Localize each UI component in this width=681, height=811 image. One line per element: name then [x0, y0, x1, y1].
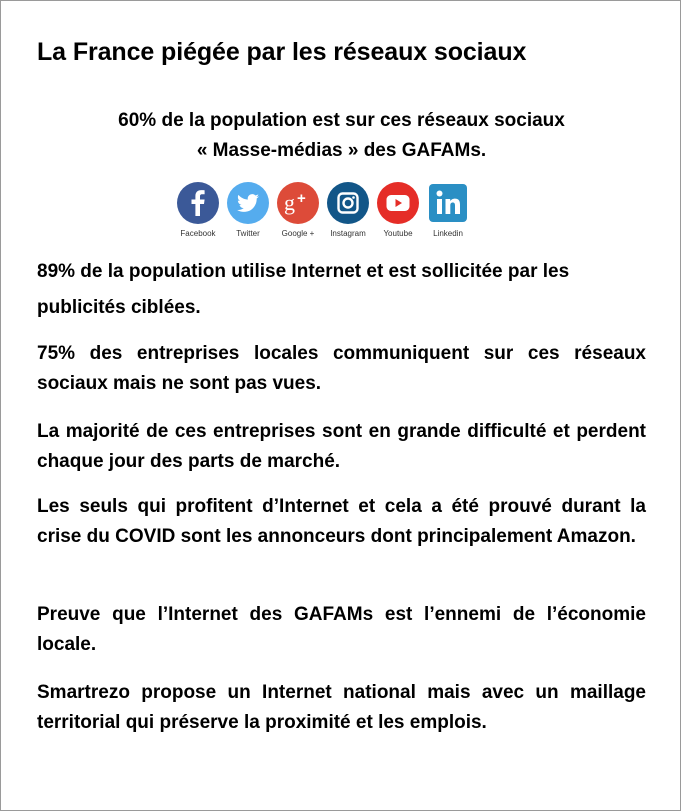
- paragraph-local-businesses: 75% des entreprises locales communiquent sur ces réseaux sociaux mais ne sont pas vues.: [37, 343, 646, 394]
- social-icons-row: [173, 181, 483, 243]
- social-item-google-plus: [273, 181, 323, 238]
- paragraph-smartrezo: Smartrezo propose un Internet national mais avec un maillage territorial qui préserve la proximité et les emplois.: [37, 682, 646, 733]
- linkedin-label: Linkedin: [433, 229, 463, 238]
- subtitle-line-1: 60% de la population est sur ces réseaux sociaux: [118, 110, 565, 131]
- subtitle-line-2: « Masse-médias » des GAFAMs.: [196, 140, 487, 161]
- page-title: La France piégée par les réseaux sociaux: [37, 38, 527, 66]
- facebook-label: Facebook: [180, 229, 216, 238]
- social-item-twitter: [223, 181, 273, 238]
- paragraph-business-difficulty: La majorité de ces entreprises sont en grande difficulté et perdent chaque jour des parts de marché.: [37, 421, 646, 472]
- svg-text:g: g: [284, 190, 295, 215]
- paragraph-internet-usage: 89% de la population utilise Internet et est sollicitée par les publicités ciblées.: [37, 261, 570, 318]
- instagram-label: Instagram: [330, 229, 366, 238]
- svg-text:+: +: [297, 190, 306, 207]
- linkedin-icon: [426, 181, 470, 225]
- instagram-icon: [326, 181, 370, 225]
- facebook-icon: [176, 181, 220, 225]
- paragraph-covid-advertisers: Les seuls qui profitent d’Internet et cela a été prouvé durant la crise du COVID sont les annonceurs dont principalement Amazon.: [37, 496, 646, 547]
- youtube-icon: [376, 181, 420, 225]
- twitter-label: Twitter: [236, 229, 260, 238]
- social-item-instagram: [323, 181, 373, 238]
- social-item-linkedin: [423, 181, 473, 238]
- google-plus-label: Google +: [281, 229, 315, 238]
- social-item-youtube: [373, 181, 423, 238]
- twitter-icon: [226, 181, 270, 225]
- youtube-label: Youtube: [383, 229, 413, 238]
- social-item-facebook: [173, 181, 223, 238]
- google-plus-icon: [276, 181, 320, 225]
- paragraph-gafam-enemy: Preuve que l’Internet des GAFAMs est l’ennemi de l’économie locale.: [37, 604, 646, 655]
